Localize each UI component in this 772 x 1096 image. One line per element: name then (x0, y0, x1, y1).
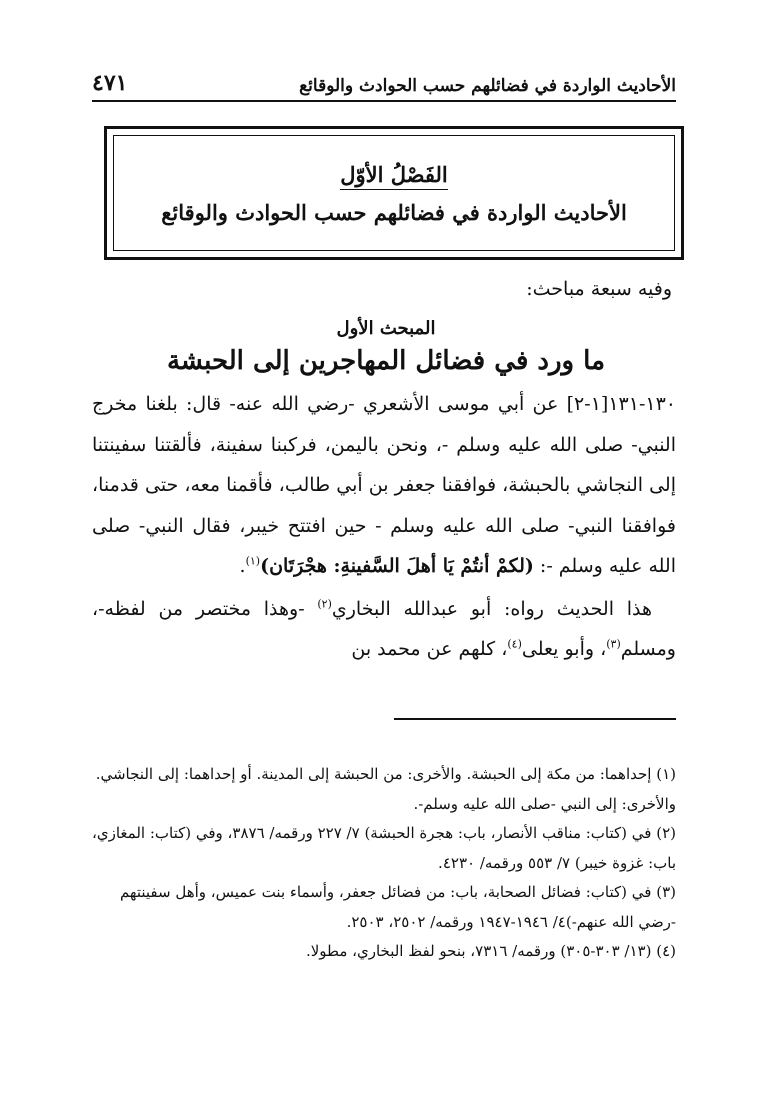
footnote-ref-1[interactable]: (١) (245, 554, 261, 568)
chapter-title-box (104, 126, 684, 260)
hadith-text: ١٣٠-١٣١[١-٢] عن أبي موسى الأشعري -رضي الله عنه- قال: بلغنا مخرج النبي- صلى الله عليه وسلم -، ونحن باليمن، فركبنا سفينة، فألقتنا سفينتنا إلى النجاشي بالحبشة، فوافقنا جعفر بن أبي طالب، فأقمنا معه، حتى قدمنا، فوافقنا النبي- صلى الله عليه وسلم - حين افتتح خيبر، فقال النبي- صلى الله عليه وسلم -: (92, 393, 676, 577)
hadith-paragraph: ١٣٠-١٣١[١-٢] عن أبي موسى الأشعري -رضي الله عنه- قال: بلغنا مخرج النبي- صلى الله عليه وسلم -، ونحن باليمن، فركبنا سفينة، فألقتنا سفينتنا إلى النجاشي بالحبشة، فوافقنا جعفر بن أبي طالب، فأقمنا معه، حتى قدمنا، فوافقنا النبي- صلى الله عليه وسلم - حين افتتح خيبر، فقال النبي- صلى الله عليه وسلم -: (لكمْ أنتُمْ يَا أهلَ السَّفينةِ: هجْرَتَان)$^{(١)}$. (92, 393, 676, 577)
chapter-title-inner-frame (113, 135, 675, 251)
commentary-text-3: ، وأبو يعلى (521, 638, 607, 660)
intro-line: وفيه سبعة مباحث: (526, 278, 672, 300)
commentary-text-2: -وهذا مختصر من لفظه-، ومسلم (92, 597, 676, 660)
footnotes (92, 760, 676, 967)
commentary-text-4: ، كلهم عن محمد بن (351, 638, 508, 660)
section-title: ما ورد في فضائل المهاجرين إلى الحبشة (166, 346, 606, 376)
main-text (92, 384, 676, 670)
chapter-label: الفَصْلُ الأوّل (340, 162, 448, 190)
running-title: الأحاديث الواردة في فضائلهم حسب الحوادث والوقائع (299, 76, 676, 96)
footnote-ref-4[interactable]: (٤) (507, 637, 522, 651)
footnote-3: (٣) في (كتاب: فضائل الصحابة، باب: من فضائل جعفر، وأسماء بنت عميس، وأهل سفينتهم -رضي الله عنهم-)٤/ ١٩٤٦-١٩٤٧ ورقمه/ ٢٥٠٢، ٢٥٠٣. (119, 883, 676, 931)
footnote-4: (٤) (١٣/ ٣٠٣-٣٠٥) ورقمه/ ٧٣١٦، بنحو لفظ البخاري، مطولا. (305, 942, 676, 960)
footnote-1: (١) إحداهما: من مكة إلى الحبشة. والأخرى: من الحبشة إلى المدينة. أو إحداهما: إلى النجاشي. والأخرى: إلى النبي -صلى الله عليه وسلم-. (95, 765, 676, 813)
commentary-text-1: هذا الحديث رواه: أبو عبدالله البخاري (331, 597, 652, 620)
section-label: المبحث الأول (336, 318, 436, 339)
running-header (92, 62, 676, 102)
footnote-ref-3[interactable]: (٣) (606, 637, 621, 651)
footnote-2: (٢) في (كتاب: مناقب الأنصار، باب: هجرة الحبشة) ٧/ ٢٢٧ ورقمه/ ٣٨٧٦، وفي (كتاب: المغازي، باب: غزوة خيبر) ٧/ ٥٥٣ ورقمه/ ٤٢٣٠. (92, 824, 676, 872)
footnote-separator (394, 718, 676, 720)
page-number: ٤٧١ (92, 70, 128, 96)
commentary-paragraph (92, 589, 676, 670)
chapter-title: الأحاديث الواردة في فضائلهم حسب الحوادث والوقائع (161, 199, 627, 225)
footnote-ref-2[interactable]: (٢) (317, 597, 332, 611)
prophetic-quote: (لكمْ أنتُمْ يَا أهلَ السَّفينةِ: هجْرَتَان) (260, 555, 534, 577)
